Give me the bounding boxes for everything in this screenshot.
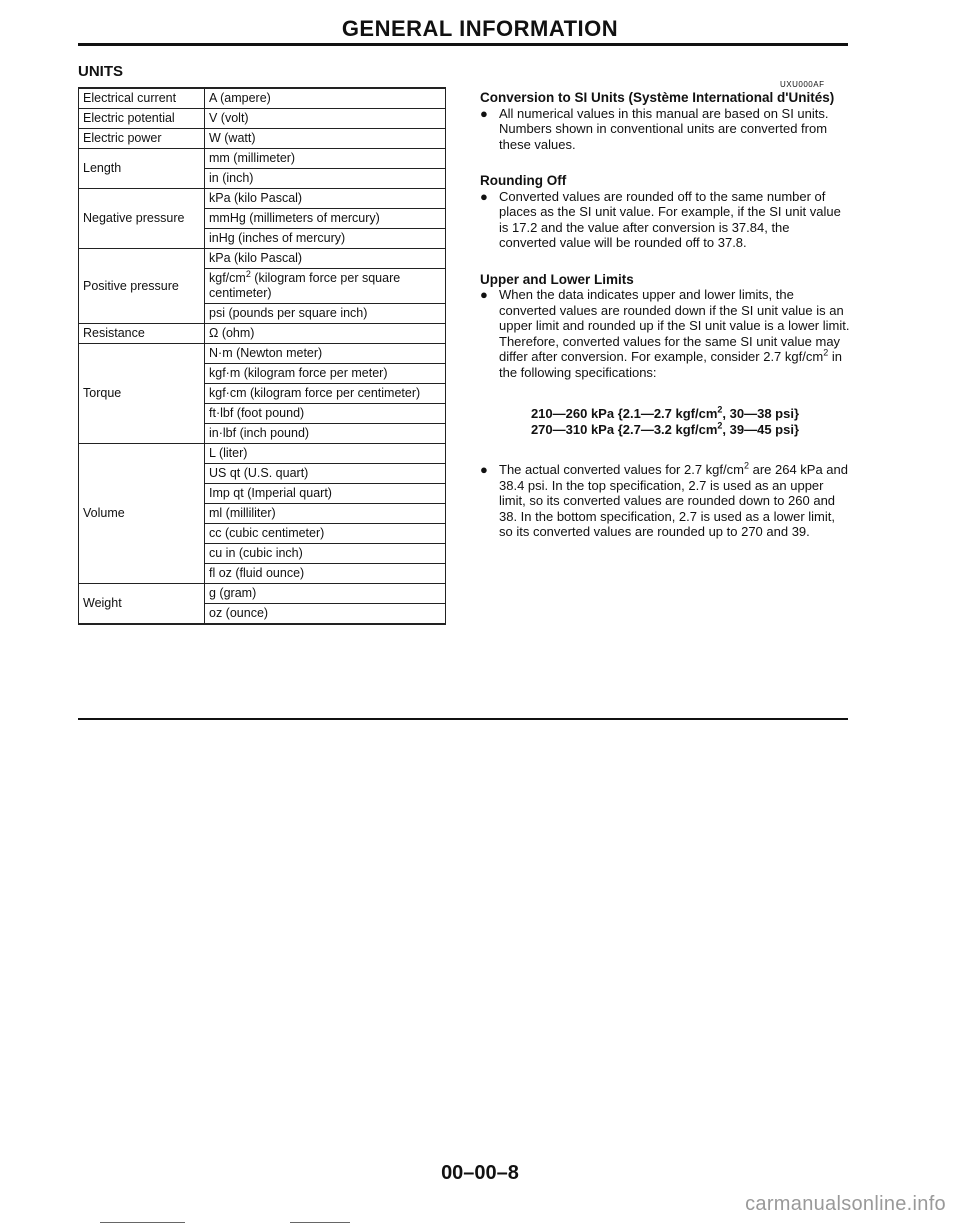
unit-value: mm (millimeter) [205,149,446,169]
info-section [480,173,850,251]
unit-value: kPa (kilo Pascal) [205,249,446,269]
unit-value: psi (pounds per square inch) [205,304,446,324]
unit-value: US qt (U.S. quart) [205,464,446,484]
unit-value: W (watt) [205,129,446,149]
bullet-item [480,106,850,153]
bullet-item [480,287,850,380]
unit-value: L (liter) [205,444,446,464]
unit-category: Positive pressure [79,249,205,324]
final-bullet [480,462,850,540]
bullet-text: Converted values are rounded off to the same number of places as the SI unit value. For example, if the SI unit value is 17.2 and the value after conversion is 37.84, the converted value will be rounded off to 37.8. [499,188,841,250]
watermark: carmanualsonline.info [745,1193,946,1215]
page-header-title: GENERAL INFORMATION [341,16,619,41]
unit-category: Resistance [79,324,205,344]
unit-value: N·m (Newton meter) [205,344,446,364]
section-heading: Rounding Off [480,173,567,188]
final-bullet-text: The actual converted values for 2.7 kgf/$cm^2$ are 264 kPa and 38.4 psi. In the top specification, 2.7 is used as an upper limit, so its converted values are rounded down to 260 and 38. In the bottom specification, 2.7 is used as a lower limit, so its converted values are rounded up to 270 and 39. [499,460,849,539]
unit-category: Electric potential [79,109,205,129]
table-row [79,129,446,149]
table-row [79,584,446,604]
unit-value: ml (milliliter) [205,504,446,524]
unit-value: kgf·cm (kilogram force per centimeter) [205,384,446,404]
unit-value: kPa (kilo Pascal) [205,189,446,209]
table-row [79,444,446,464]
section-heading: Conversion to SI Units (Système International d'Unités) [480,90,835,105]
unit-category: Volume [79,444,205,584]
unit-value: A (ampere) [205,88,446,109]
document-code: UXU000AF [780,80,825,89]
unit-value: in (inch) [205,169,446,189]
unit-category: Electric power [79,129,205,149]
table-row [79,249,446,269]
spec-block [480,406,850,438]
unit-value: kgf·m (kilogram force per meter) [205,364,446,384]
unit-category: Weight [79,584,205,625]
superscript: 2 [717,404,723,415]
header-rule [78,43,848,46]
bullet-dot: ● [480,287,488,302]
unit-value: oz (ounce) [205,604,446,625]
superscript: 2 [245,268,251,279]
table-row [79,324,446,344]
bullet-dot: ● [480,105,488,121]
bullet-text: All numerical values in this manual are based on SI units. Numbers shown in conventional units are converted from these values. [499,105,829,152]
unit-value: fl oz (fluid ounce) [205,564,446,584]
unit-value: cu in (cubic inch) [205,544,446,564]
superscript: 2 [823,347,829,358]
unit-category: Torque [79,344,205,444]
table-row [79,88,446,109]
unit-category: Negative pressure [79,189,205,249]
unit-value: in·lbf (inch pound) [205,424,446,444]
bottom-decor-line [100,1222,185,1223]
right-column [480,90,850,540]
footer-rule [78,718,848,720]
spec-line: 210—260 kPa {2.1—2.7 kgf/$cm^2$, 30—38 psi} [530,404,800,421]
superscript: 2 [717,420,723,431]
unit-value: inHg (inches of mercury) [205,229,446,249]
info-section [480,272,850,381]
unit-value: ft·lbf (foot pound) [205,404,446,424]
unit-category: Length [79,149,205,189]
section-heading: Upper and Lower Limits [480,271,634,287]
info-section [480,90,850,152]
unit-value: g (gram) [205,584,446,604]
units-table [78,87,446,625]
unit-value: kgf/$cm^2$ (kilogram force per square centimeter) [205,269,446,304]
unit-category: Electrical current [79,88,205,109]
page-number: 00–00–8 [441,1162,519,1184]
bottom-decor-line [290,1222,350,1223]
bullet-text: When the data indicates upper and lower limits, the converted values are rounded down if the SI unit value is an upper limit and rounded up if the SI unit value is a lower limit. Therefore, converted values for the same SI unit value may differ after conversion. For example, consider 2.7 kgf/$cm^2$ in the following specifications: [499,287,850,380]
unit-value: mmHg (millimeters of mercury) [205,209,446,229]
section-title-units: UNITS [78,63,123,80]
unit-value: cc (cubic centimeter) [205,524,446,544]
superscript: 2 [743,460,749,471]
info-sections [480,90,850,380]
table-row [79,149,446,169]
bullet-dot: ● [480,188,488,204]
unit-value: V (volt) [205,109,446,129]
table-row [79,189,446,209]
unit-value: Ω (ohm) [205,324,446,344]
table-row [79,344,446,364]
spec-line: 270—310 kPa {2.7—3.2 kgf/$cm^2$, 39—45 psi} [530,420,800,437]
bullet-dot: ● [480,462,488,477]
table-row [79,109,446,129]
bullet-item [480,189,850,251]
unit-value: Imp qt (Imperial quart) [205,484,446,504]
